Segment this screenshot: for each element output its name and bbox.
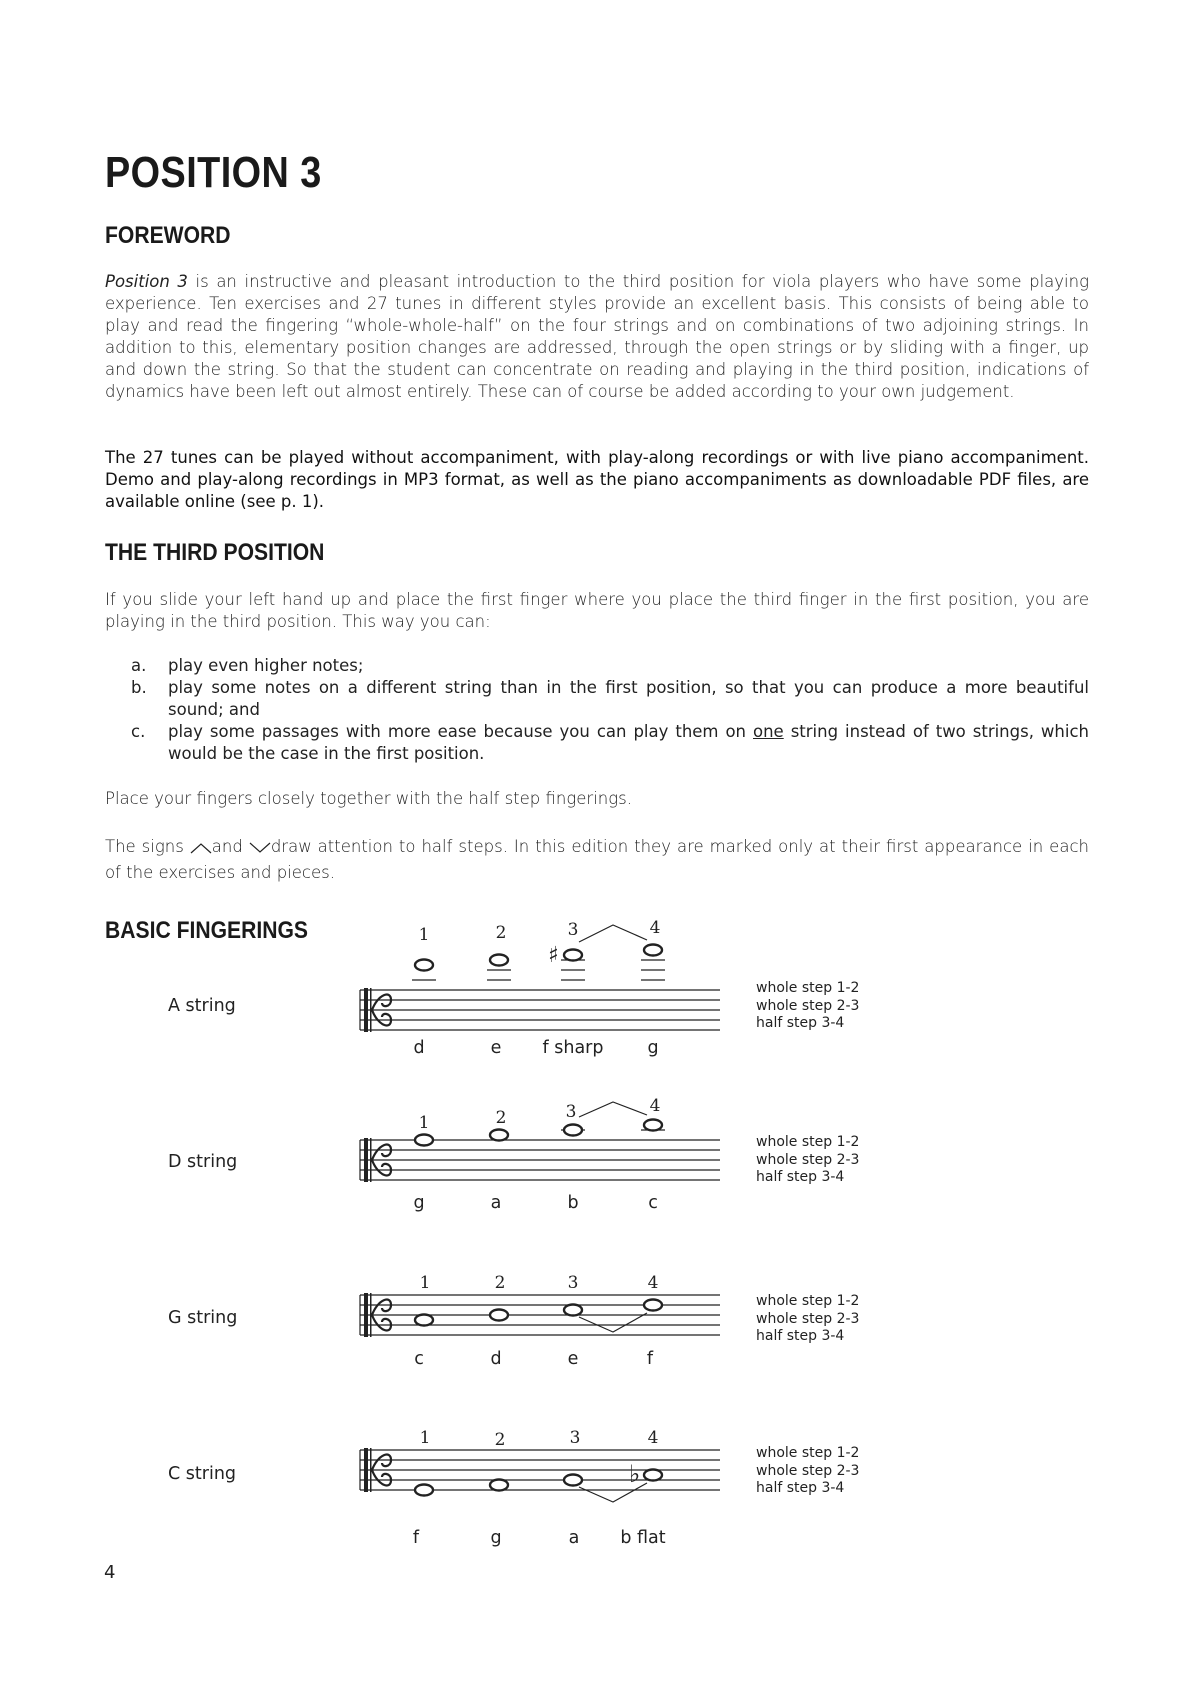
- whole-note: [644, 1470, 662, 1481]
- finger-number: 2: [494, 1430, 506, 1450]
- flat-icon: ♭: [629, 1460, 641, 1488]
- finger-number: 3: [565, 1102, 577, 1122]
- step-line: whole step 1-2: [756, 1445, 860, 1461]
- note-name: a: [490, 1193, 502, 1213]
- note-name: d: [413, 1038, 425, 1058]
- list-marker: c.: [131, 722, 146, 741]
- step-line: whole step 1-2: [756, 1293, 860, 1309]
- signs-text-3: draw attention to half steps. In this edition they are marked only at their first appearance in each of the exercises and pieces.: [105, 837, 1089, 882]
- step-line: half step 3-4: [756, 1480, 845, 1496]
- half-step-down-sign-icon: [249, 842, 271, 854]
- signs-text-1: The signs: [105, 837, 190, 856]
- staff-a-string: [355, 920, 725, 1040]
- finger-number: 2: [495, 923, 507, 943]
- step-legend: [756, 1134, 859, 1187]
- list-item-text-end: string instead of two strings, which would be the case in the first position.: [168, 722, 1089, 763]
- note-name: b flat: [620, 1528, 666, 1548]
- half-step-up-sign-icon: [190, 842, 212, 854]
- finger-number: 2: [494, 1273, 506, 1293]
- step-line: half step 3-4: [756, 1328, 845, 1344]
- place-fingers-text: Place your fingers closely together with the half step fingerings.: [105, 789, 632, 808]
- staff-label-g-string: G string: [168, 1308, 238, 1328]
- finger-number: 4: [649, 918, 661, 938]
- whole-note: [490, 1310, 508, 1321]
- step-line: whole step 2-3: [756, 1462, 860, 1479]
- staff-d-string: [355, 1095, 725, 1195]
- step-line: half step 3-4: [756, 1169, 845, 1185]
- whole-note: [415, 960, 433, 971]
- note-name: f: [646, 1349, 654, 1369]
- list-marker: b.: [131, 678, 147, 697]
- benefits-list: [105, 655, 1089, 765]
- note-name: c: [648, 1193, 658, 1213]
- finger-number: 1: [419, 1273, 431, 1293]
- staff-c-string: [355, 1420, 725, 1510]
- accompaniment-paragraph: The 27 tunes can be played without accompaniment, with play-along recordings or with live piano accompaniment. Demo and play-along recordings in MP3 format, as well as the piano accompaniments as downloadable PDF files, are available online (see p. 1).: [105, 448, 1089, 511]
- whole-note: [490, 955, 508, 966]
- list-marker: a.: [131, 656, 147, 675]
- whole-note: [564, 950, 582, 961]
- step-line: whole step 1-2: [756, 980, 860, 996]
- note-name: e: [490, 1038, 502, 1058]
- finger-number: 2: [495, 1108, 507, 1128]
- page-number: 4: [104, 1562, 116, 1583]
- note-name: d: [490, 1349, 502, 1369]
- note-name: f sharp: [542, 1038, 604, 1058]
- whole-note: [644, 945, 662, 956]
- list-item-text: play even higher notes;: [168, 656, 364, 675]
- finger-number: 3: [567, 1273, 579, 1293]
- step-legend: [756, 1293, 859, 1346]
- list-item-text-start: play some passages with more ease because you can play them on: [168, 722, 753, 741]
- whole-note: [564, 1475, 582, 1486]
- half-step-down-sign-icon: [579, 1313, 647, 1332]
- step-line: whole step 2-3: [756, 997, 860, 1014]
- whole-note: [490, 1480, 508, 1491]
- whole-note: [564, 1125, 582, 1136]
- half-step-up-sign-icon: [579, 1102, 647, 1117]
- step-legend: [756, 980, 859, 1033]
- step-line: half step 3-4: [756, 1015, 845, 1031]
- note-name: a: [568, 1528, 580, 1548]
- whole-note: [415, 1485, 433, 1496]
- staff-label-a-string: A string: [168, 996, 236, 1016]
- list-item-text: play some notes on a different string than in the first position, so that you can produce a more beautiful sound; and: [168, 678, 1089, 719]
- finger-number: 3: [567, 920, 579, 940]
- half-step-signs-text: [105, 834, 1089, 886]
- note-name: c: [414, 1349, 424, 1369]
- list-item: [105, 677, 1089, 721]
- signs-text-2: and: [211, 837, 249, 856]
- whole-note: [564, 1305, 582, 1316]
- finger-number: 4: [647, 1273, 659, 1293]
- finger-number: 3: [569, 1428, 581, 1448]
- page-title: POSITION 3: [105, 148, 322, 197]
- staff-label-c-string: C string: [168, 1464, 237, 1484]
- underlined-word: one: [753, 722, 784, 741]
- foreword-heading: FOREWORD: [105, 222, 231, 249]
- step-legend: [756, 1445, 859, 1498]
- step-line: whole step 2-3: [756, 1151, 860, 1168]
- list-item: [105, 655, 1089, 677]
- third-position-heading: THE THIRD POSITION: [105, 539, 325, 566]
- note-name: e: [567, 1349, 579, 1369]
- finger-number: 4: [649, 1096, 661, 1116]
- staff-g-string: [355, 1265, 725, 1345]
- whole-note: [415, 1315, 433, 1326]
- whole-note: [644, 1300, 662, 1311]
- whole-note: [490, 1130, 508, 1141]
- note-name: g: [490, 1528, 502, 1548]
- staff-label-d-string: D string: [168, 1152, 238, 1172]
- note-name: f: [412, 1528, 420, 1548]
- whole-note: [644, 1120, 662, 1131]
- finger-number: 1: [419, 1428, 431, 1448]
- basic-fingerings-heading: BASIC FINGERINGS: [105, 917, 309, 944]
- foreword-paragraph: [105, 271, 1089, 403]
- finger-number: 1: [418, 925, 430, 945]
- note-name: g: [647, 1038, 659, 1058]
- foreword-text: is an instructive and pleasant introduction to the third position for viola players who have some playing experience. Ten exercises and 27 tunes in different styles provide an excellent basis. This consists of being able to play and read the fingering “whole-whole-half” on the four strings and on combinations of two adjoining strings. In addition to this, elementary position changes are addressed, through the open strings or by sliding with a finger, up and down the string. So that the student can concentrate on reading and playing in the third position, indications of dynamics have been left out almost entirely. These can of course be added according to your own judgement.: [105, 272, 1090, 401]
- note-name: b: [567, 1193, 579, 1213]
- step-line: whole step 1-2: [756, 1134, 860, 1150]
- book-title: Position 3: [105, 272, 188, 291]
- sharp-icon: ♯: [548, 943, 559, 968]
- step-line: whole step 2-3: [756, 1310, 860, 1327]
- third-position-intro: If you slide your left hand up and place the first finger where you place the third finger in the first position, you are playing in the third position. This way you can:: [105, 590, 1089, 631]
- list-item: [105, 721, 1089, 765]
- finger-number: 1: [418, 1113, 430, 1133]
- half-step-up-sign-icon: [579, 925, 647, 942]
- note-name: g: [413, 1193, 425, 1213]
- finger-number: 4: [647, 1428, 659, 1448]
- whole-note: [415, 1135, 433, 1146]
